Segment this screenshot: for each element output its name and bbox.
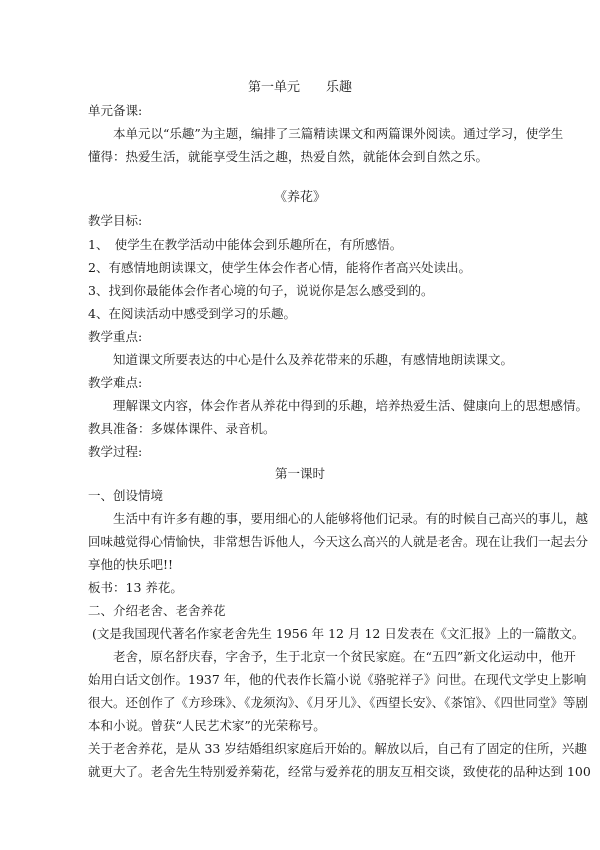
unit-prep-line: 懂得：热爱生活，就能享受生活之趣，热爱自然，就能体会到自然之乐。 [88, 149, 489, 164]
goals-heading: 教学目标: [88, 213, 143, 228]
key-heading: 教学重点: [88, 329, 143, 344]
goal-item: 3、找到你最能体会作者心境的句子，说说你是怎么感受到的。 [88, 283, 434, 298]
section2-intro: (文是我国现代著名作家老舍先生 1956 年 12 月 12 日发表在《文汇报》上的一篇散文。 [92, 626, 585, 641]
goal-item: 2、有感情地朗读课文，使学生体会作者心情，能将作者高兴处读出。 [88, 260, 471, 275]
section2-bio-line: 很大。还创作了《方珍珠》、《龙须沟》、《月牙儿》、《西望长安》、《茶馆》、《四世同堂》等剧 [88, 695, 589, 710]
goal-item: 1、 使学生在教学活动中能体会到乐趣所在，有所感悟。 [88, 237, 403, 252]
board-text: 板书：13 养花。 [88, 580, 183, 595]
difficulty-heading: 教学难点: [88, 375, 143, 390]
materials-text: 教具准备：多媒体课件、录音机。 [88, 421, 276, 436]
unit-title: 第一单元 乐趣 [247, 80, 352, 95]
difficulty-text: 理解课文内容，体会作者从养花中得到的乐趣，培养热爱生活、健康向上的思想感情。 [113, 398, 589, 413]
section1-heading: 一、创设情境 [88, 488, 164, 503]
section1-line: 享他的快乐吧!! [88, 557, 174, 572]
goal-item: 4、在阅读活动中感受到学习的乐趣。 [88, 306, 296, 321]
period-title: 第一课时 [274, 466, 325, 481]
unit-prep-line: 本单元以“乐趣”为主题，编排了三篇精读课文和两篇课外阅读。通过学习，使学生 [113, 126, 564, 141]
section2-heading: 二、介绍老舍、老舍养花 [88, 603, 226, 618]
section2-bio-line: 本和小说。曾获“人民艺术家”的光荣称号。 [88, 718, 326, 733]
section2-habit-line: 关于老舍养花，是从 33 岁结婚组织家庭后开始的。解放以后，自己有了固定的住所，兴趣 [88, 741, 587, 756]
section2-bio-line: 始用白话文创作。1937 年，他的代表作长篇小说《骆驼祥子》问世。在现代文学史上影响 [88, 672, 587, 687]
unit-prep-heading: 单元备课: [88, 103, 143, 118]
process-heading: 教学过程: [88, 444, 143, 459]
section2-habit-line: 就更大了。老舍先生特别爱养菊花，经常与爱养花的朋友互相交谈，致使花的品种达到 100 [88, 764, 591, 779]
key-text: 知道课文所要表达的中心是什么及养花带来的乐趣，有感情地朗读课文。 [113, 352, 514, 367]
section1-line: 回味越觉得心情愉快，非常想告诉他人，今天这么高兴的人就是老舍。现在让我们一起去分 [88, 534, 589, 549]
lesson-title: 《养花》 [273, 190, 326, 205]
section2-bio-line: 老舍，原名舒庆春，字舍予，生于北京一个贫民家庭。在“五四”新文化运动中，他开 [113, 649, 576, 664]
section1-line: 生活中有许多有趣的事，要用细心的人能够将他们记录。有的时候自己高兴的事儿，越 [113, 511, 589, 526]
